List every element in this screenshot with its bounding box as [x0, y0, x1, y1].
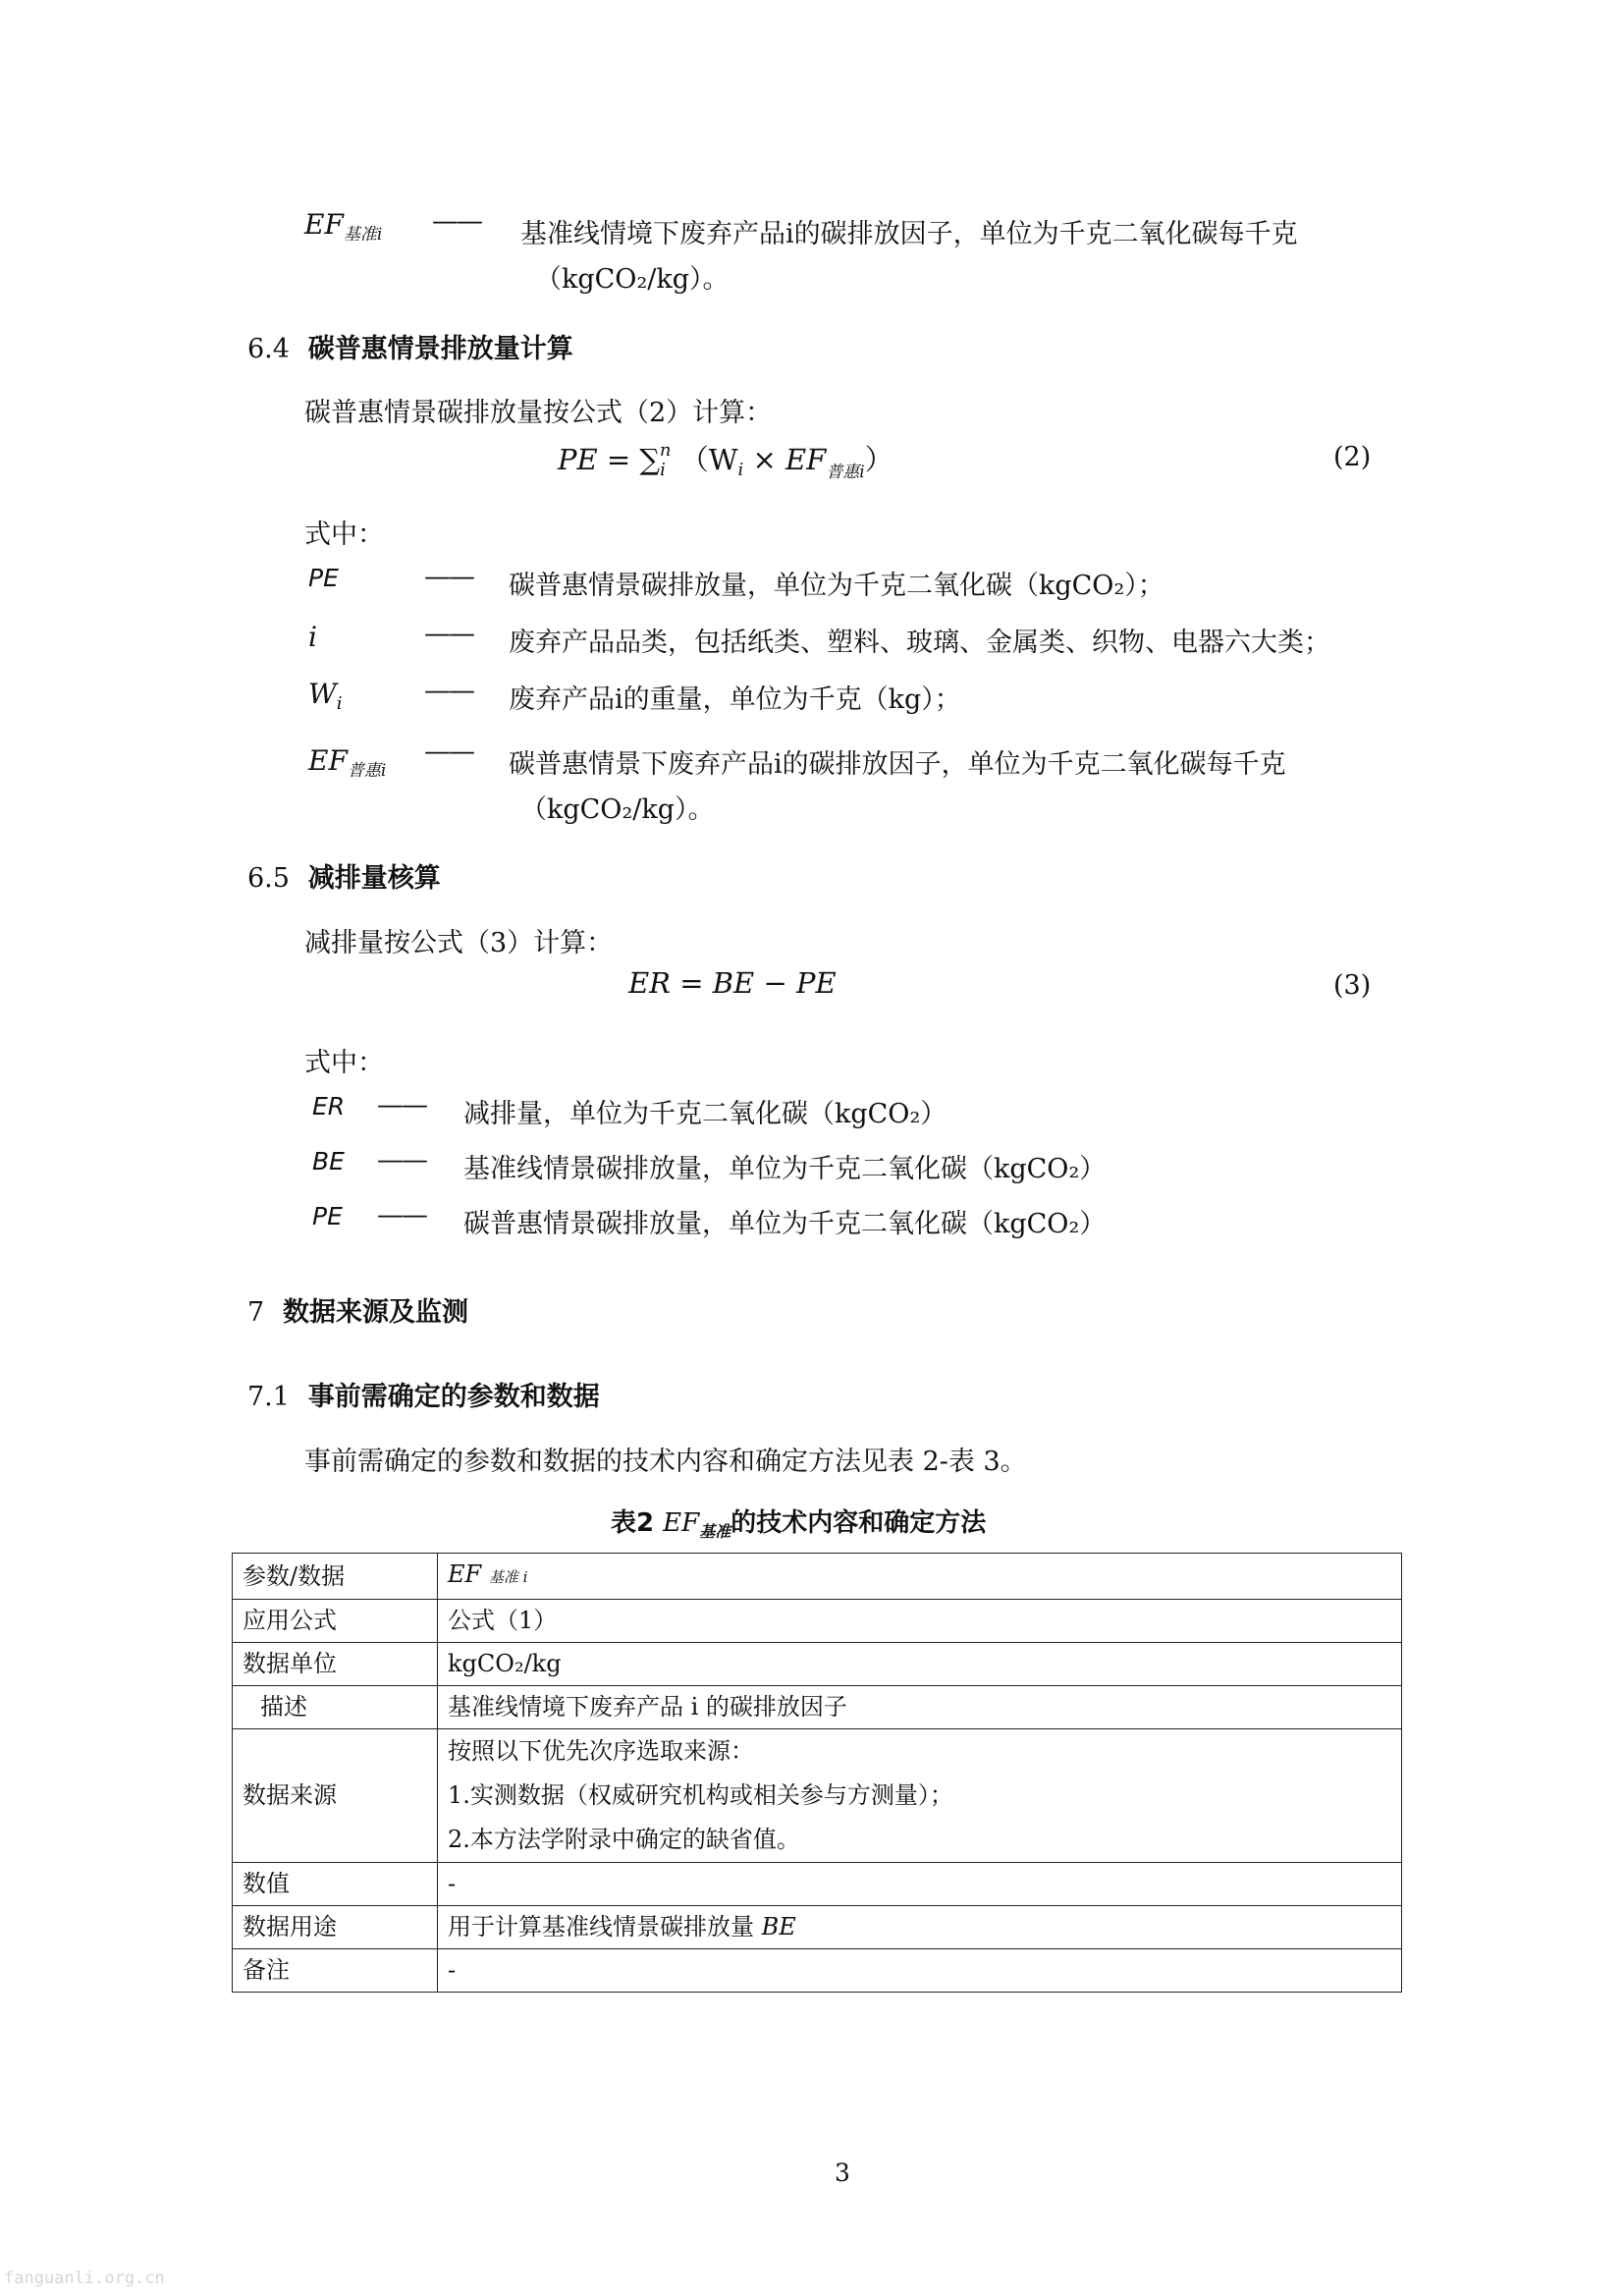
section-number: 6.4 [247, 334, 290, 364]
def-dash: —— [424, 676, 473, 706]
page-number: 3 [835, 2159, 850, 2187]
table-row [233, 1863, 1402, 1906]
top-def-text-2: （kgCO₂/kg）。 [535, 264, 730, 295]
def-symbol-wi [308, 678, 343, 714]
table-caption-prefix: 表2 [611, 1508, 655, 1538]
def-symbol-pe: PE [308, 564, 339, 592]
formula-2-rhs-sub: i [737, 460, 744, 480]
section-title: 数据来源及监测 [283, 1297, 468, 1328]
section-7-1-intro: 事前需确定的参数和数据的技术内容和确定方法见表 2-表 3。 [304, 1447, 1027, 1477]
section-6-5-heading [247, 856, 441, 895]
table-value-text: 用于计算基准线情景碳排放量 [448, 1913, 762, 1941]
section-6-5-intro: 减排量按公式（3）计算： [304, 928, 614, 958]
table-value-symbol: EF [448, 1560, 482, 1588]
def-text-pe: 碳普惠情景碳排放量，单位为千克二氧化碳（kgCO₂）； [509, 571, 1164, 601]
top-def-text-1: 基准线情境下废弃产品i的碳排放因子，单位为千克二氧化碳每千克 [520, 219, 1298, 249]
table-value: kgCO₂/kg [438, 1643, 1402, 1686]
def-text-wi: 废弃产品i的重量，单位为千克（kg）； [509, 684, 961, 715]
section-number: 7.1 [247, 1382, 290, 1412]
def-text-i: 废弃产品品类，包括纸类、塑料、玻璃、金属类、织物、电器六大类； [509, 628, 1330, 658]
formula-3: ER = BE − PE [628, 966, 837, 1000]
table-key: 数值 [233, 1863, 438, 1906]
def-symbol-er: ER [312, 1092, 346, 1121]
table-value: - [438, 1949, 1402, 1993]
table-value-line: 1.实测数据（权威研究机构或相关参与方测量）； [448, 1781, 953, 1809]
table-caption-suffix: 的技术内容和确定方法 [730, 1508, 987, 1538]
formula-2-rhs-c: ） [864, 443, 893, 476]
def-symbol-ef-puhui [308, 744, 386, 781]
table-value: 公式（1） [438, 1600, 1402, 1643]
table-value [438, 1554, 1402, 1600]
table-caption-sub: 基准 [699, 1522, 731, 1541]
section-6-4-intro: 碳普惠情景碳排放量按公式（2）计算： [304, 398, 773, 428]
def-text-pe-2: 碳普惠情景碳排放量，单位为千克二氧化碳（kgCO₂） [463, 1209, 1107, 1239]
formula-2-sub: i [660, 460, 666, 480]
table-value: 基准线情境下废弃产品 i 的碳排放因子 [438, 1686, 1402, 1729]
table-key: 数据来源 [233, 1729, 438, 1863]
table-key: 参数/数据 [233, 1554, 438, 1600]
table-row [233, 1729, 1402, 1863]
section-7-heading [247, 1290, 468, 1329]
section-title: 碳普惠情景排放量计算 [307, 334, 573, 364]
top-def-dash: —— [432, 206, 481, 237]
table-value [438, 1906, 1402, 1949]
table-row [233, 1643, 1402, 1686]
table-key: 数据单位 [233, 1643, 438, 1686]
def-symbol-be: BE [312, 1147, 345, 1175]
formula-2-rhs-a: （W [679, 443, 738, 476]
def-symbol-pe-2: PE [312, 1202, 343, 1230]
formula-2-sup: n [659, 440, 672, 461]
table-value-line: 按照以下优先次序选取来源： [448, 1737, 754, 1765]
section-number: 6.5 [247, 863, 290, 894]
def-symbol-w-sub: i [336, 693, 343, 714]
def-text-er: 减排量，单位为千克二氧化碳（kgCO₂） [463, 1099, 947, 1129]
top-def [304, 208, 382, 245]
table-2-caption [611, 1503, 986, 1542]
def-text-ef-puhui-1: 碳普惠情景下废弃产品i的碳排放因子，单位为千克二氧化碳每千克 [509, 749, 1286, 780]
table-key: 数据用途 [233, 1906, 438, 1949]
top-def-symbol-sub: 基准i [343, 225, 383, 245]
section-number: 7 [247, 1297, 265, 1328]
def-symbol-w: W [308, 678, 337, 710]
table-row [233, 1554, 1402, 1600]
def-dash: —— [377, 1090, 426, 1121]
def-text-be: 基准线情景碳排放量，单位为千克二氧化碳（kgCO₂） [463, 1154, 1107, 1184]
def-dash: —— [424, 619, 473, 649]
table-row [233, 1686, 1402, 1729]
def-symbol-ef: EF [308, 744, 348, 777]
formula-2-rhs-b: × EF [743, 443, 827, 476]
table-value: - [438, 1863, 1402, 1906]
formula-2 [558, 438, 893, 482]
table-key: 备注 [233, 1949, 438, 1993]
formula-2-lhs: PE = ∑ [558, 443, 661, 476]
table-value-line: 2.本方法学附录中确定的缺省值。 [448, 1826, 800, 1853]
def-dash: —— [377, 1200, 426, 1230]
def-dash: —— [377, 1145, 426, 1175]
table-key: 应用公式 [233, 1600, 438, 1643]
table-caption-symbol: EF [663, 1508, 700, 1538]
formula-3-number: (3) [1333, 970, 1372, 1001]
def-dash: —— [424, 737, 473, 767]
section-title: 减排量核算 [307, 863, 441, 894]
section-6-5-where: 式中： [304, 1048, 384, 1078]
section-6-4-heading [247, 327, 573, 365]
section-6-4-where: 式中： [304, 519, 384, 550]
def-text-ef-puhui-2: （kgCO₂/kg）。 [520, 794, 715, 825]
table-value [438, 1729, 1402, 1863]
top-def-symbol: EF [304, 208, 344, 241]
watermark: fanguanli.org.cn [4, 2269, 165, 2288]
formula-2-rhs-sub2: 普惠i [826, 463, 865, 482]
table-row [233, 1600, 1402, 1643]
section-7-1-heading [247, 1375, 600, 1413]
def-dash: —— [424, 562, 473, 592]
def-symbol-ef-sub: 普惠i [347, 761, 387, 781]
table-key: 描述 [233, 1686, 438, 1729]
section-title: 事前需确定的参数和数据 [307, 1382, 600, 1412]
table-row [233, 1906, 1402, 1949]
def-symbol-i: i [308, 621, 317, 653]
table-row [233, 1949, 1402, 1993]
formula-2-number: (2) [1333, 442, 1372, 472]
table-value-sub: 基准 i [488, 1568, 528, 1586]
table-value-italic: BE [761, 1913, 796, 1941]
table-2 [232, 1553, 1402, 1993]
